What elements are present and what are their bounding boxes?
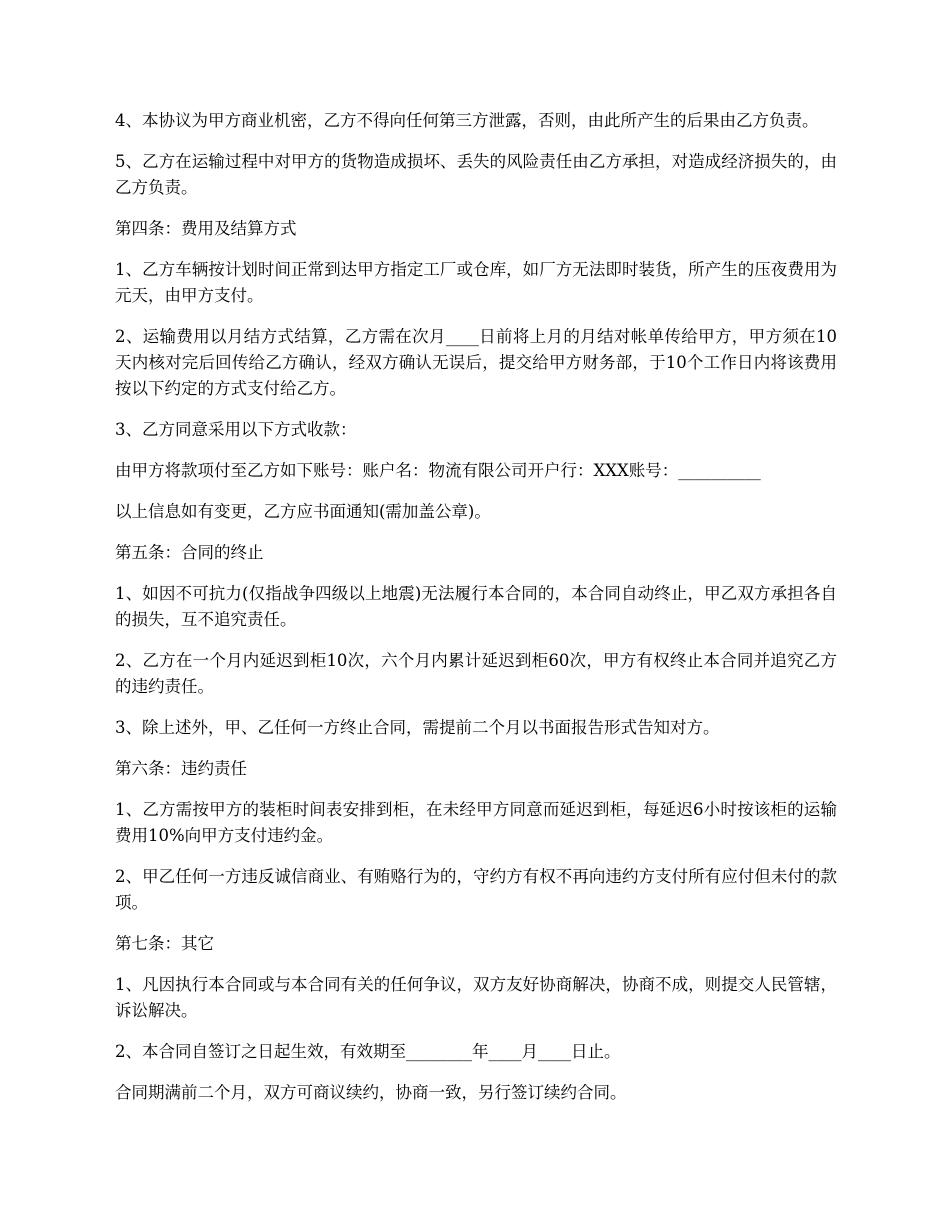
- clause-5-item-1: 1、如因不可抗力(仅指战争四级以上地震)无法履行本合同的，本合同自动终止，甲乙双方承担各自的损失，互不追究责任。: [115, 584, 837, 629]
- clause-4-item-3: 3、乙方同意采用以下方式收款：: [115, 420, 357, 439]
- section-heading-6: 第六条：违约责任: [115, 759, 247, 778]
- clause-5-item-2: 2、乙方在一个月内延迟到柜10次，六个月内累计延迟到柜60次，甲方有权终止本合同并追究乙方的违约责任。: [115, 651, 837, 696]
- section-heading-4: 第四条：费用及结算方式: [115, 219, 297, 238]
- clause-6-item-2: 2、甲乙任何一方违反诚信商业、有贿赂行为的，守约方有权不再向违约方支付所有应付但未付的款项。: [115, 867, 837, 912]
- clause-5-item-3: 3、除上述外，甲、乙任何一方终止合同，需提前二个月以书面报告形式告知对方。: [115, 718, 720, 737]
- change-notice: 以上信息如有变更，乙方应书面通知(需加盖公章)。: [115, 502, 491, 521]
- clause-7-item-2: 2、本合同自签订之日起生效，有效期至________年____月____日止。: [115, 1042, 621, 1061]
- renewal-note: 合同期满前二个月，双方可商议续约，协商一致，另行签订续约合同。: [115, 1083, 627, 1102]
- clause-4-item-1: 1、乙方车辆按计划时间正常到达甲方指定工厂或仓库，如厂方无法即时装货，所产生的压夜费用为元天，由甲方支付。: [115, 260, 837, 305]
- clause-3-item-4: 4、本协议为甲方商业机密，乙方不得向任何第三方泄露，否则，由此所产生的后果由乙方负责。: [115, 111, 819, 130]
- section-heading-5: 第五条：合同的终止: [115, 543, 264, 562]
- clause-6-item-1: 1、乙方需按甲方的装柜时间表安排到柜，在未经甲方同意而延迟到柜，每延迟6小时按该柜的运输费用10%向甲方支付违约金。: [115, 800, 837, 845]
- clause-3-item-5: 5、乙方在运输过程中对甲方的货物造成损坏、丢失的风险责任由乙方承担，对造成经济损失的，由乙方负责。: [115, 152, 837, 197]
- document-body: [115, 108, 837, 1121]
- clause-4-item-2: 2、运输费用以月结方式结算，乙方需在次月____日前将上月的月结对帐单传给甲方，甲方须在10天内核对完后回传给乙方确认，经双方确认无误后，提交给甲方财务部，于10个工作日内将该费用按以下约定的方式支付给乙方。: [115, 327, 837, 398]
- bank-account-info: 由甲方将款项付至乙方如下账号：账户名：物流有限公司开户行：XXX账号：__________: [115, 461, 761, 480]
- clause-7-item-1: 1、凡因执行本合同或与本合同有关的任何争议，双方友好协商解决，协商不成，则提交人民管辖，诉讼解决。: [115, 975, 837, 1020]
- section-heading-7: 第七条：其它: [115, 934, 214, 953]
